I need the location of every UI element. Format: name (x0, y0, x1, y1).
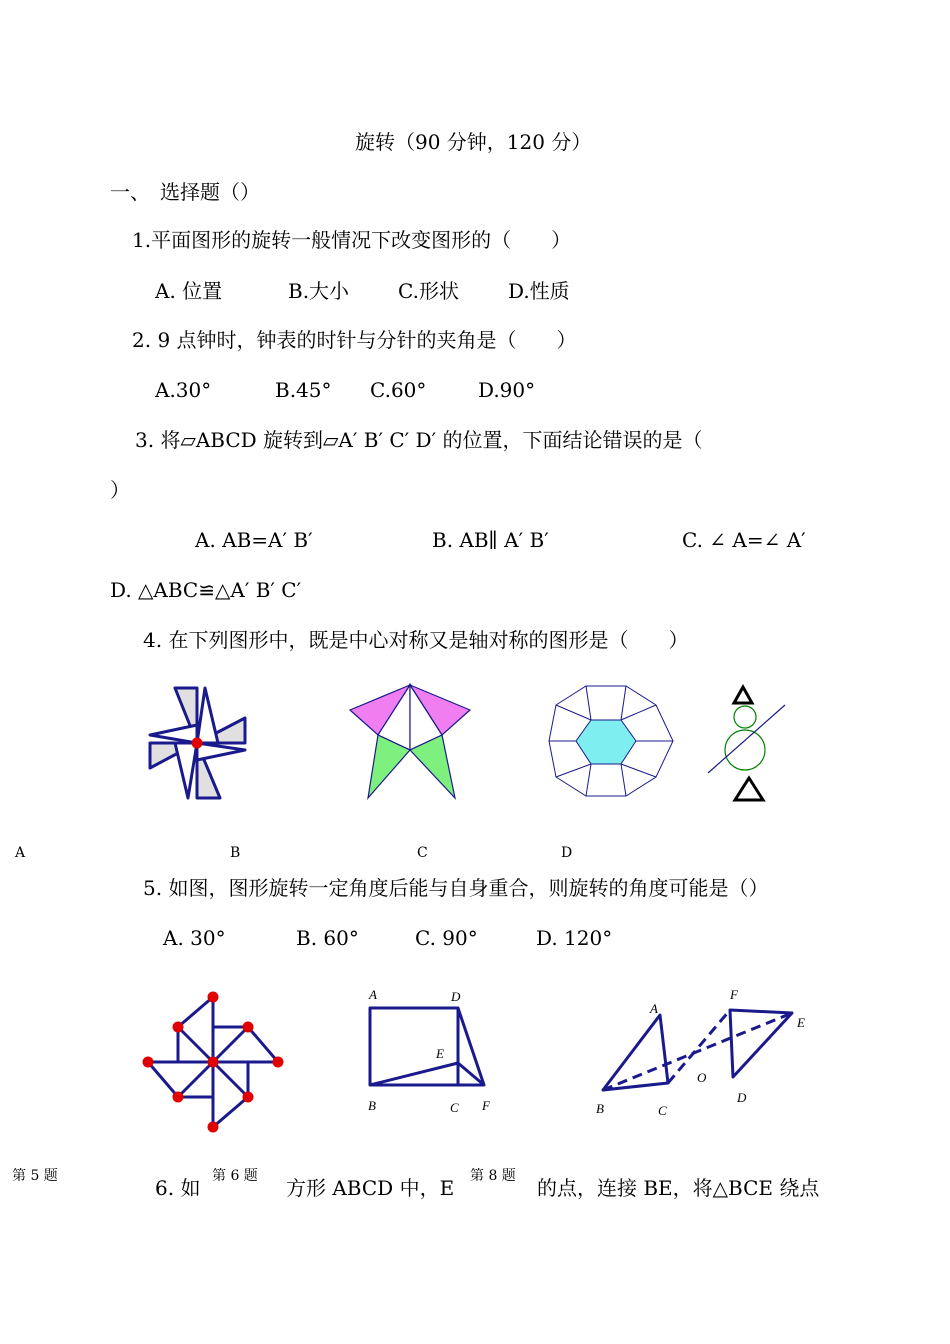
fig6-point-a: A (369, 987, 377, 1002)
question-6-part-3: 的点，连接 BE，将△BCE 绕点 (537, 1176, 820, 1200)
figure-6-square (370, 1008, 484, 1085)
question-1-option-a: A. 位置 (155, 279, 223, 303)
question-1-option-c: C.形状 (398, 279, 459, 303)
fig8-point-a: A (650, 1001, 658, 1016)
question-2-option-b: B.45° (275, 378, 332, 402)
question-3-option-a: A. AB=A′ B′ (195, 528, 313, 552)
figure-5-pinwheel (143, 992, 283, 1132)
page-title: 旋转（90 分钟，120 分） (355, 130, 592, 154)
fig8-point-b: B (596, 1101, 604, 1116)
question-3-option-b: B. AB∥ A′ B′ (432, 528, 549, 552)
fig8-point-e: E (797, 1015, 805, 1030)
question-1-option-b: B.大小 (288, 279, 350, 303)
question-3-option-d: D. △ABC≌△A′ B′ C′ (110, 578, 302, 602)
question-2-option-d: D.90° (478, 378, 536, 402)
fig8-point-f: F (730, 987, 738, 1002)
question-5-option-a: A. 30° (163, 926, 226, 950)
figure-label-b: B (230, 845, 241, 861)
fig8-point-d: D (737, 1090, 747, 1105)
question-1-option-d: D.性质 (508, 279, 570, 303)
question-6-part-2: 方形 ABCD 中，E (286, 1176, 455, 1200)
fig6-point-d: D (451, 989, 461, 1004)
question-5-option-b: B. 60° (296, 926, 359, 950)
figure-label-c: C (417, 845, 428, 861)
question-2-stem: 2. 9 点钟时，钟表的时针与分针的夹角是（ ） (132, 328, 577, 352)
fig6-point-b: B (368, 1098, 376, 1113)
fig8-point-o: O (697, 1070, 707, 1085)
section-heading: 一、 选择题（） (110, 180, 260, 204)
figure-b-star (350, 685, 470, 798)
question-3-stem: 3. 将▱ABCD 旋转到▱A′ B′ C′ D′ 的位置，下面结论错误的是（ (135, 428, 703, 452)
bottom-figures (0, 985, 950, 1145)
question-5-option-d: D. 120° (536, 926, 613, 950)
fig6-point-c: C (450, 1100, 459, 1115)
fig6-point-e: E (436, 1046, 444, 1061)
question-2-option-c: C.60° (370, 378, 427, 402)
question-4-stem: 4. 在下列图形中，既是中心对称又是轴对称的图形是（ ） (143, 628, 689, 652)
figure-8-caption: 第 8 题 (470, 1168, 516, 1184)
figure-a-pinwheel (150, 688, 245, 798)
figure-d-snowman (708, 687, 785, 800)
question-3-option-c: C. ∠ A=∠ A′ (682, 528, 806, 552)
question-3-stem-continued: ） (110, 478, 130, 502)
question-5-option-c: C. 90° (415, 926, 478, 950)
question-2-option-a: A.30° (155, 378, 212, 402)
fig8-point-c: C (658, 1103, 667, 1118)
figure-c-dodecagon (549, 686, 673, 796)
figure-5-caption: 第 5 题 (12, 1168, 58, 1184)
figure-label-d: D (561, 845, 573, 861)
figure-label-a: A (15, 845, 26, 861)
question-4-figures (0, 680, 950, 830)
question-5-stem: 5. 如图，图形旋转一定角度后能与自身重合，则旋转的角度可能是（） (143, 876, 769, 900)
question-6-part-1: 6. 如 (155, 1176, 201, 1200)
fig6-point-f: F (482, 1098, 490, 1113)
question-1-stem: 1.平面图形的旋转一般情况下改变图形的（ ） (132, 228, 572, 252)
figure-6-caption: 第 6 题 (212, 1168, 258, 1184)
